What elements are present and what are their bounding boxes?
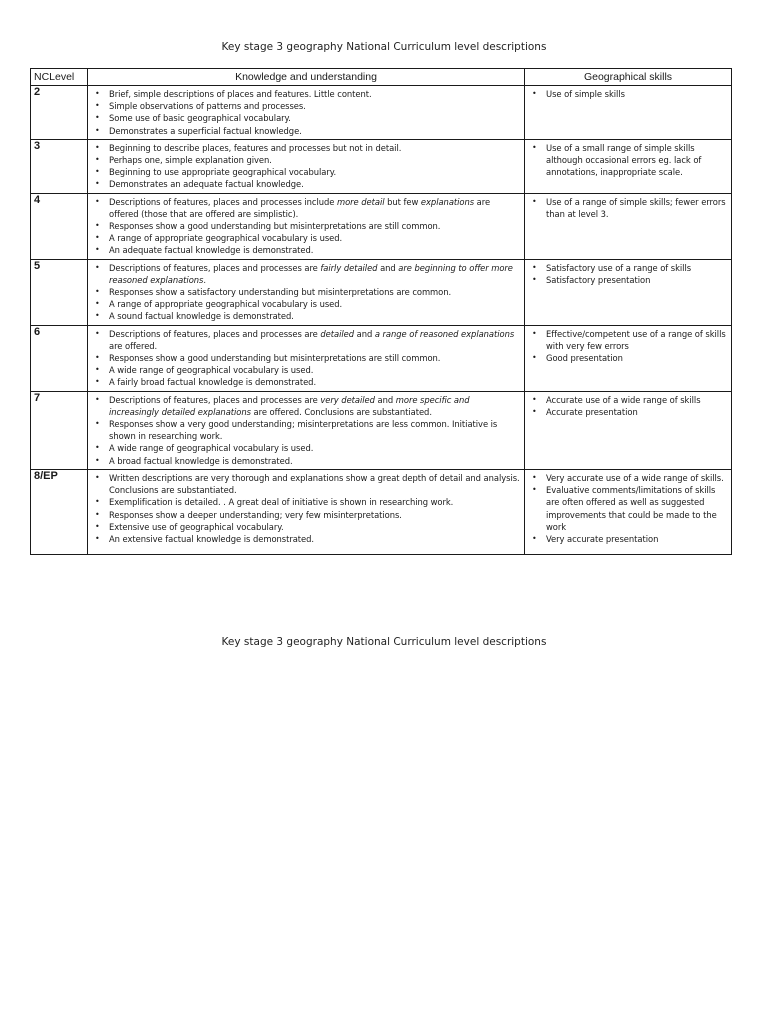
bullet-text: Descriptions of features, places and processes are <box>109 262 321 273</box>
knowledge-list <box>91 194 521 259</box>
bullet-item <box>91 533 521 545</box>
skills-cell <box>525 391 732 469</box>
bullet-text: Responses show a very good understanding; misinterpretations are less common. Initiative is shown in researching work. <box>109 419 498 442</box>
table-row <box>31 193 732 259</box>
table-row <box>31 391 732 469</box>
knowledge-cell <box>88 325 525 391</box>
skills-list <box>528 326 728 367</box>
bullet-text: Responses show a satisfactory understanding but misinterpretations are common. <box>109 287 452 298</box>
bullet-text: Accurate use of a wide range of skills <box>546 394 701 405</box>
bullet-text: An adequate factual knowledge is demonstrated. <box>109 245 314 256</box>
knowledge-cell <box>88 259 525 325</box>
bullet-item <box>528 394 728 406</box>
bullet-text: Use of simple skills <box>546 89 625 99</box>
table-row <box>31 259 732 325</box>
bullet-text: . <box>203 274 206 285</box>
emphasis-text: explanations <box>420 196 475 207</box>
bullet-item <box>91 262 521 286</box>
bullet-text: Exemplification is detailed. . A great deal of initiative is shown in researching work. <box>109 497 454 508</box>
bullet-item <box>91 112 521 124</box>
level-cell: 7 <box>31 391 88 469</box>
level-cell: 5 <box>31 259 88 325</box>
bullet-text: Brief, simple descriptions of places and features. Little content. <box>109 89 372 99</box>
skills-cell <box>525 86 732 140</box>
bullet-item <box>528 352 728 364</box>
level-descriptions-table <box>30 68 732 555</box>
table-row <box>31 86 732 140</box>
skills-list <box>528 194 728 222</box>
skills-list <box>528 392 728 420</box>
emphasis-text: more specific and increasingly detailed explanations <box>109 394 470 417</box>
skills-list <box>528 470 728 547</box>
level-cell: 2 <box>31 86 88 140</box>
bullet-text: A range of appropriate geographical vocabulary is used. <box>109 233 343 244</box>
bullet-item <box>91 154 521 166</box>
bullet-item <box>91 88 521 100</box>
bullet-text: Beginning to describe places, features and processes but not in detail. <box>109 142 402 153</box>
level-cell: 6 <box>31 325 88 391</box>
skills-cell <box>525 325 732 391</box>
bullet-item <box>91 352 521 364</box>
table-row <box>31 325 732 391</box>
bullet-text: Simple observations of patterns and processes. <box>109 101 306 112</box>
skills-list <box>528 86 728 102</box>
bullet-text: are offered. <box>109 340 158 351</box>
bullet-text: Satisfactory presentation <box>546 274 651 285</box>
table-row <box>31 139 732 193</box>
knowledge-list <box>91 86 521 139</box>
knowledge-cell <box>88 86 525 140</box>
knowledge-cell <box>88 193 525 259</box>
skills-cell <box>525 193 732 259</box>
bullet-item <box>528 484 728 533</box>
bullet-item <box>91 298 521 310</box>
bullet-text: Effective/competent use of a range of skills with very few errors <box>546 328 726 351</box>
bullet-item <box>91 100 521 112</box>
bullet-text: but few <box>384 196 421 207</box>
bullet-text: Extensive use of geographical vocabulary. <box>109 521 284 532</box>
bullet-text: An extensive factual knowledge is demonstrated. <box>109 533 315 544</box>
skills-cell <box>525 469 732 554</box>
bullet-text: Some use of basic geographical vocabulary. <box>109 113 291 124</box>
bullet-text: Descriptions of features, places and processes are <box>109 328 321 339</box>
bullet-text: A range of appropriate geographical vocabulary is used. <box>109 299 343 310</box>
bullet-item <box>91 166 521 178</box>
bullet-text: are offered (those that are offered are simplistic). <box>109 196 491 219</box>
bullet-text: are offered. Conclusions are substantiated. <box>250 406 432 417</box>
bullet-item <box>91 142 521 154</box>
emphasis-text: are beginning to offer more reasoned explanations <box>109 262 513 285</box>
document-title: Key stage 3 geography National Curriculum level descriptions <box>221 41 547 53</box>
bullet-item <box>91 496 521 508</box>
emphasis-text: fairly detailed <box>320 262 378 273</box>
bullet-text: Descriptions of features, places and processes are <box>109 394 321 405</box>
emphasis-text: very detailed <box>320 394 375 405</box>
table-header-row <box>31 69 732 86</box>
knowledge-cell <box>88 139 525 193</box>
table-body <box>31 86 732 555</box>
emphasis-text: a range of reasoned explanations <box>374 328 515 339</box>
bullet-item <box>91 244 521 256</box>
knowledge-cell <box>88 469 525 554</box>
skills-cell <box>525 259 732 325</box>
bullet-item <box>91 178 521 190</box>
header-knowledge-understanding: Knowledge and understanding <box>88 69 525 86</box>
bullet-text: Responses show a deeper understanding; very few misinterpretations. <box>109 509 402 520</box>
bullet-text: Beginning to use appropriate geographical vocabulary. <box>109 167 337 178</box>
bullet-item <box>528 328 728 352</box>
bullet-item <box>528 262 728 274</box>
bullet-text: and <box>354 328 375 339</box>
bullet-text: Written descriptions are very thorough and explanations show a great depth of detail and analysis. Conclusions are substantiated. <box>109 472 520 496</box>
bullet-item <box>528 88 728 100</box>
bullet-text: Satisfactory use of a range of skills <box>546 262 692 273</box>
bullet-text: Good presentation <box>546 353 623 364</box>
knowledge-list <box>91 140 521 193</box>
level-cell: 8/EP <box>31 469 88 554</box>
level-cell: 3 <box>31 139 88 193</box>
bullet-item <box>91 310 521 322</box>
bullet-item <box>91 328 521 352</box>
bullet-text: and <box>377 262 399 273</box>
bullet-item <box>528 533 728 545</box>
bullet-text: Very accurate use of a wide range of skills. <box>546 472 724 483</box>
emphasis-text: detailed <box>320 328 354 339</box>
level-cell: 4 <box>31 193 88 259</box>
bullet-text: Perhaps one, simple explanation given. <box>109 155 272 166</box>
bullet-item <box>528 142 728 179</box>
bullet-text: A sound factual knowledge is demonstrated. <box>109 311 294 322</box>
bullet-item <box>91 418 521 442</box>
bullet-item <box>528 274 728 286</box>
bullet-text: Responses show a good understanding but misinterpretations are still common. <box>109 221 441 232</box>
bullet-item <box>91 196 521 220</box>
bullet-item <box>91 286 521 298</box>
bullet-item <box>528 196 728 220</box>
bullet-item <box>91 220 521 232</box>
knowledge-list <box>91 392 521 469</box>
bullet-item <box>91 521 521 533</box>
skills-list <box>528 260 728 288</box>
bullet-item <box>91 376 521 388</box>
table-row <box>31 469 732 554</box>
emphasis-text: more detail <box>336 196 385 207</box>
bullet-item <box>528 406 728 418</box>
bullet-text: Descriptions of features, places and processes include <box>109 196 337 207</box>
bullet-text: Use of a small range of simple skills although occasional errors eg. lack of annotations, inappropriate scale. <box>546 142 702 178</box>
skills-cell <box>525 139 732 193</box>
bullet-text: Accurate presentation <box>546 406 638 417</box>
bullet-text: A wide range of geographical vocabulary is used. <box>109 443 314 454</box>
bullet-item <box>91 442 521 454</box>
bullet-text: A fairly broad factual knowledge is demonstrated. <box>109 377 317 388</box>
bullet-text: Demonstrates a superficial factual knowledge. <box>109 125 302 136</box>
bullet-text: Very accurate presentation <box>546 533 659 544</box>
bullet-text: Demonstrates an adequate factual knowledge. <box>109 179 304 190</box>
header-geographical-skills: Geographical skills <box>525 69 732 86</box>
bullet-item <box>528 472 728 484</box>
knowledge-list <box>91 470 521 547</box>
bullet-text: Evaluative comments/limitations of skills are often offered as well as suggested improvements that could be made to the work <box>546 485 717 532</box>
document-title-repeat: Key stage 3 geography National Curriculum level descriptions <box>221 636 547 648</box>
knowledge-cell <box>88 391 525 469</box>
bullet-text: Responses show a good understanding but misinterpretations are still common. <box>109 353 441 364</box>
knowledge-list <box>91 326 521 391</box>
bullet-item <box>91 394 521 418</box>
bullet-item <box>91 125 521 137</box>
bullet-item <box>91 455 521 467</box>
header-nc-level: NCLevel <box>31 69 88 86</box>
bullet-text: and <box>374 394 396 405</box>
skills-list <box>528 140 728 181</box>
knowledge-list <box>91 260 521 325</box>
bullet-item <box>91 232 521 244</box>
bullet-item <box>91 472 521 496</box>
bullet-item <box>91 364 521 376</box>
bullet-text: A broad factual knowledge is demonstrated. <box>109 455 293 466</box>
bullet-item <box>91 509 521 521</box>
bullet-text: Use of a range of simple skills; fewer errors than at level 3. <box>546 196 726 219</box>
bullet-text: A wide range of geographical vocabulary is used. <box>109 365 314 376</box>
